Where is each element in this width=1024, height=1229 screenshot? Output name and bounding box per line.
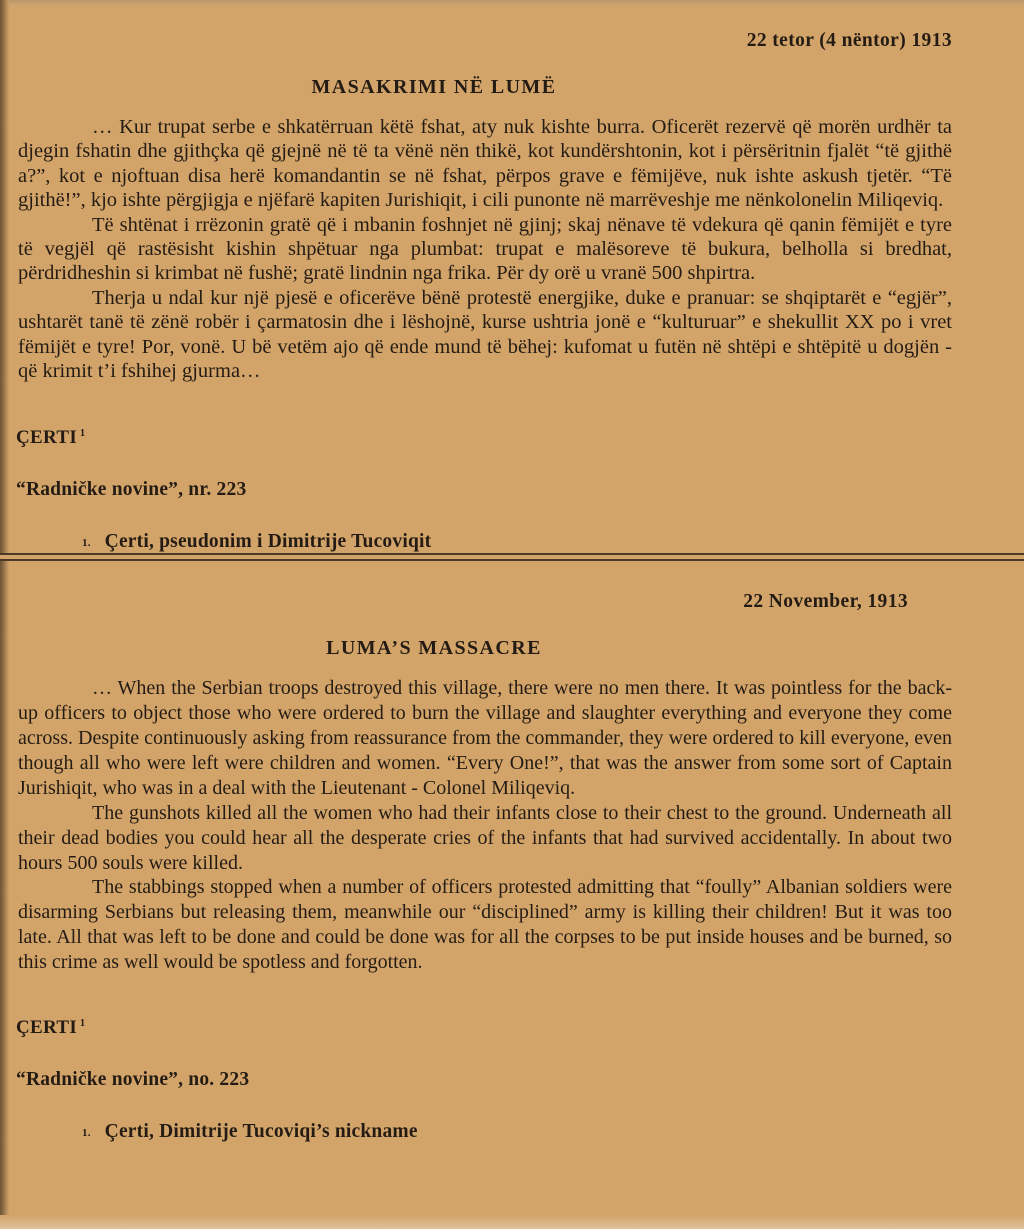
- signature-block-albanian: [16, 427, 952, 553]
- footnote-text: Çerti, Dimitrije Tucoviqi’s nickname: [104, 1120, 418, 1142]
- signature-name-albanian: [16, 427, 952, 449]
- section-divider: [0, 553, 1024, 561]
- document-title-english: LUMA’S MASSACRE: [326, 637, 542, 660]
- body-text-albanian: [16, 115, 952, 383]
- footnote-number: 1.: [82, 537, 91, 550]
- source-citation-english: “Radničke novine”, no. 223: [16, 1068, 250, 1090]
- source-citation-albanian: “Radničke novine”, nr. 223: [16, 479, 247, 501]
- signature-name-english: [16, 1017, 952, 1039]
- footnote-marker: 1: [80, 427, 86, 439]
- footnote-albanian: [16, 531, 952, 553]
- paragraph: The gunshots killed all the women who had their infants close to their chest to the ground. Underneath all their dead bodies you could hear all the desperate cries of the infants that had survived accidentally. In about two hours 500 souls were killed.: [18, 801, 952, 874]
- paragraph: … Kur trupat serbe e shkatërruan këtë fshat, aty nuk kishte burra. Oficerët rezervë që morën urdhër ta djegin fshatin dhe gjithçka që gjejnë në të ta vënë nën thikë, kot kundërshtonin, kot i përsëritnin fjalët “të gjithë a?”, kot e njoftuan disa herë komandantin se në fshat, përpos grave e fëmijëve, nuk ishte askush tjetër. “Të gjithë!”, kjo ishte përgjigja e njëfarë kapiten Jurishiqit, i cili punonte në marrëveshje me nënkolonelin Miliqeviq.: [18, 116, 952, 212]
- paragraph: The stabbings stopped when a number of officers protested admitting that “foully” Albanian soldiers were disarming Serbians but releasing them, meanwhile our “disciplined” army is killing their children! But it was too late. All that was left to be done and could be done was for all the corpses to be put inside houses and be burned, so this crime as well would be spotless and forgotten.: [18, 876, 952, 974]
- signature-text: ÇERTI: [16, 427, 78, 449]
- footnote-english: [16, 1121, 952, 1143]
- paragraph: Të shtënat i rrëzonin gratë që i mbanin foshnjet në gjinj; skaj nënave të vdekura që qanin fëmijët e tyre të vegjël që rastësisht kishin shpëtuar nga plumbat: trupat e malësoreve të bukura, belholla si bredhat, përdridheshin si krimbat në fushë; gratë lindnin nga frika. Për dy orë u vranë 500 shpirtra.: [18, 213, 952, 285]
- section-english: [0, 561, 1024, 1143]
- paragraph: Therja u ndal kur një pjesë e oficerëve bënë protestë energjike, duke e pranuar: se shqiptarët e “egjër”, ushtarët tanë të zënë robër i çarmatosin dhe i lëshojnë, kurse ushtria jonë e “kulturuar” e shekullit XX po i vret fëmijët e tyre! Por, vonë. U bë vetëm ajo që ende mund të bëhej: kufomat u futën në shtëpi e shtëpitë u dogjën - që krimit t’i fshihej gjurma…: [18, 286, 952, 382]
- footnote-number: 1.: [82, 1126, 91, 1139]
- section-albanian: [0, 0, 1024, 553]
- paragraph: … When the Serbian troops destroyed this village, there were no men there. It was pointless for the back-up officers to object those who were ordered to burn the village and slaughter everything and everyone they come across. Despite continuously asking from reassurance from the commander, they were ordered to kill everyone, even though all who were left were children and women. “Every One!”, that was the answer from some sort of Captain Jurishiqit, who was in a deal with the Lieutenant - Colonel Miliqeviq.: [18, 677, 952, 799]
- body-text-english: [16, 676, 952, 975]
- scan-edge-bottom: [0, 1215, 1024, 1229]
- footnote-marker: 1: [80, 1017, 86, 1029]
- document-date-english: 22 November, 1913: [743, 591, 908, 613]
- document-title-albanian: MASAKRIMI NË LUMË: [311, 76, 557, 98]
- signature-block-english: [16, 1017, 952, 1143]
- footnote-text: Çerti, pseudonim i Dimitrije Tucoviqit: [104, 531, 432, 553]
- signature-text: ÇERTI: [16, 1016, 78, 1038]
- document-date-albanian: 22 tetor (4 nëntor) 1913: [746, 30, 952, 51]
